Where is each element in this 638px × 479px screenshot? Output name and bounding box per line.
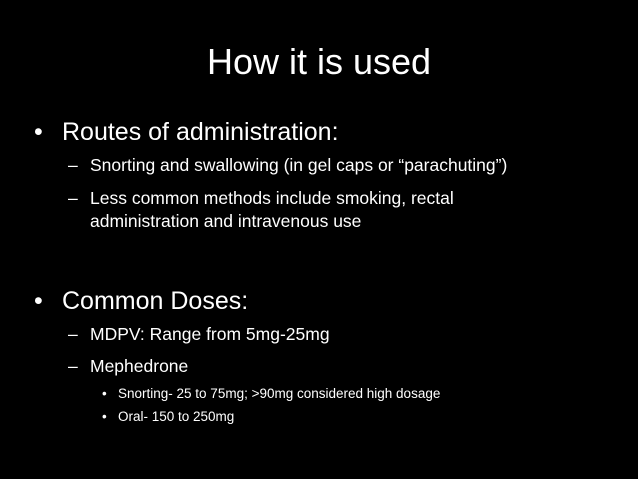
subbullet-label: Mephedrone <box>90 356 189 376</box>
subbullet-mephedrone <box>68 355 628 378</box>
subbullet-less-common-methods <box>68 187 538 233</box>
slide-title: How it is used <box>206 41 432 82</box>
subbullet-label: MDPV: Range from 5mg-25mg <box>90 324 330 344</box>
bullet-label: Common Doses: <box>62 287 249 315</box>
dash-icon: – <box>68 155 78 175</box>
dash-icon: – <box>68 188 78 208</box>
subsubbullet-label: Oral- 150 to 250mg <box>118 409 235 424</box>
bullet-label: Routes of administration: <box>62 118 339 146</box>
bullet-icon: • <box>34 287 43 315</box>
bullet-icon: • <box>34 118 43 146</box>
dash-icon: – <box>68 356 78 376</box>
bullet-icon: • <box>102 386 107 401</box>
subsubbullet-snorting-dose <box>102 385 440 403</box>
bullet-common-doses <box>34 286 248 316</box>
subbullet-label: Less common methods include smoking, rectal administration and intravenous use <box>90 188 454 231</box>
dash-icon: – <box>68 324 78 344</box>
bullet-icon: • <box>102 409 107 424</box>
bullet-routes-of-administration <box>34 117 339 147</box>
subsubbullet-label: Snorting- 25 to 75mg; >90mg considered high dosage <box>118 386 441 401</box>
subbullet-snorting-swallowing <box>68 154 628 177</box>
subbullet-mdpv <box>68 323 628 346</box>
subsubbullet-oral-dose <box>102 408 234 426</box>
subbullet-label: Snorting and swallowing (in gel caps or “parachuting”) <box>90 155 508 175</box>
